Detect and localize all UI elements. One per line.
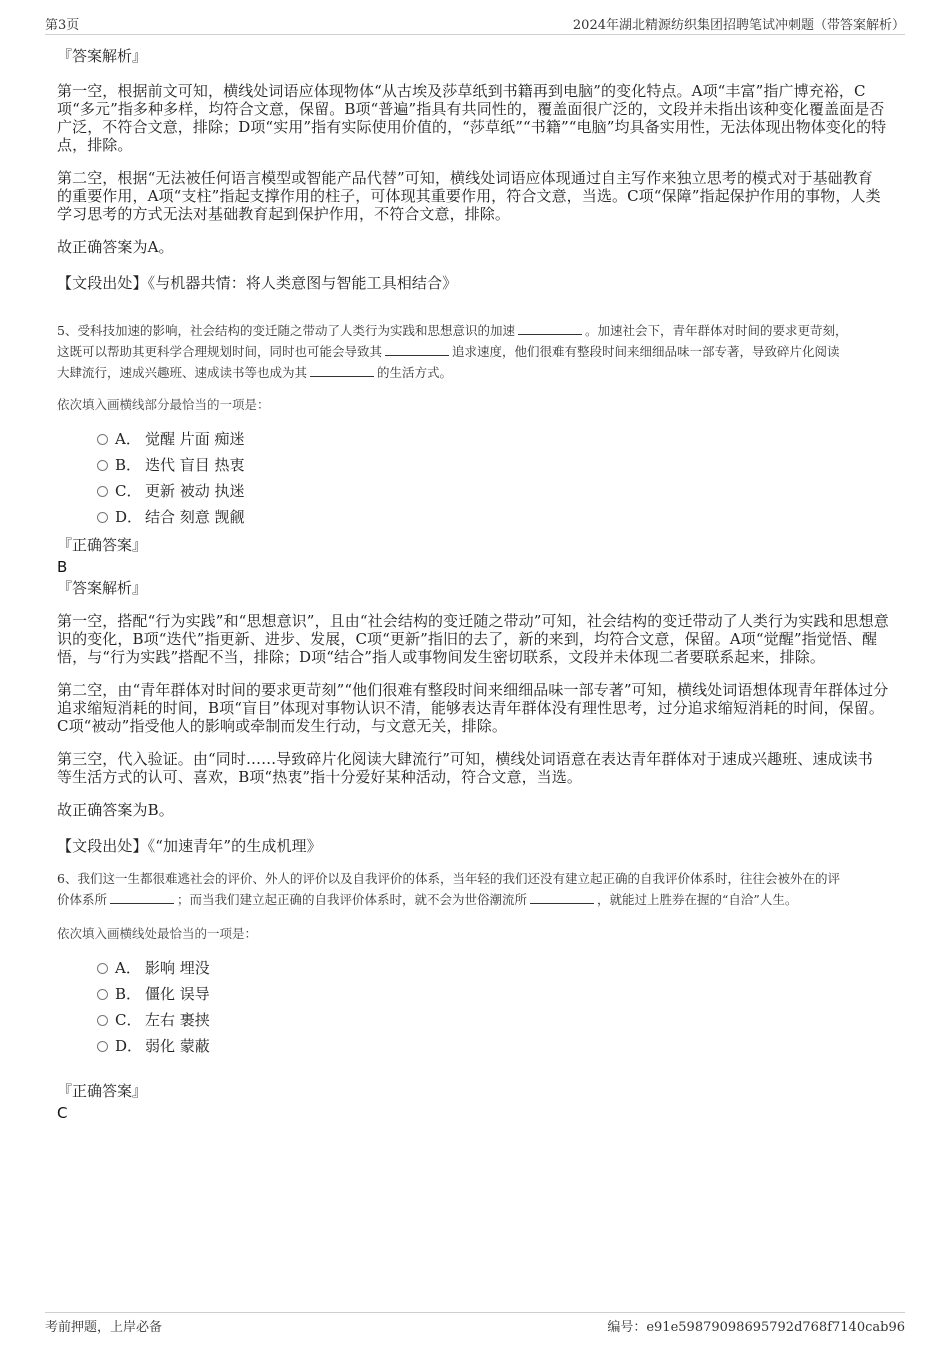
option-text: 左右 裹挟 (145, 1011, 210, 1029)
radio-button[interactable] (97, 460, 108, 471)
q5-options (57, 426, 895, 530)
option-letter: C． (115, 1011, 142, 1029)
q4-explanation-paragraph-2 (57, 169, 895, 223)
q4-explanation-label: 『答案解析』 (57, 47, 148, 65)
answer-blank (110, 891, 174, 904)
q5-option-a[interactable] (57, 426, 895, 452)
footer-slogan: 考前押题，上岸必备 (45, 1320, 163, 1335)
text-line: C项“被动”指受他人的影响或牵制而发生行动，与文意无关，排除。 (57, 717, 507, 735)
q5-answer-label: 『正确答案』 (57, 536, 148, 554)
q5-source: 【文段出处】《“加速青年”的生成机理》 (57, 837, 322, 855)
page-number: 第3页 (45, 18, 80, 33)
q6-option-b[interactable] (57, 981, 895, 1007)
text-line: 第二空，由“青年群体对时间的要求更苛刻”“他们很难有整段时间来细细品味一部专著”可知，横线处词语想体现青年群体过分 (57, 681, 889, 699)
option-letter: B． (115, 985, 142, 1003)
text-span: 5、受科技加速的影响，社会结构的变迁随之带动了人类行为实践和思想意识的加速 (57, 323, 515, 338)
answer-blank (310, 364, 374, 377)
text-line: 项“多元”指多种多样，均符合文意，保留。B项“普遍”指具有共同性的，覆盖面很广泛的，文段并未指出该种变化覆盖面是否 (57, 100, 885, 118)
text-span: 大肆流行，速成兴趣班、速成读书等也成为其 (57, 365, 308, 380)
page-content (57, 44, 895, 1122)
page-footer (45, 1312, 905, 1335)
q5-explanation-paragraph-1 (57, 612, 895, 666)
option-letter: A． (115, 959, 141, 977)
q5-explanation-paragraph-2 (57, 681, 895, 735)
q6-instruction: 依次填入画横线处最恰当的一项是： (57, 926, 258, 941)
q5-explanation-paragraph-3 (57, 750, 895, 786)
text-line: 等生活方式的认可、喜欢，B项“热衷”指十分爱好某种活动，符合文意，当选。 (57, 768, 582, 786)
answer-blank (518, 322, 582, 335)
option-text: 影响 埋没 (145, 959, 210, 977)
q6-stem-line-1: 6、我们这一生都很难逃社会的评价、外人的评价以及自我评价的体系，当年轻的我们还没有建立起正确的自我评价体系时，往往会被外在的评 (57, 871, 840, 886)
q6-option-d[interactable] (57, 1033, 895, 1059)
q6-stem (57, 868, 895, 910)
q5-stem (57, 320, 895, 383)
page-header (45, 14, 905, 35)
option-text: 更新 被动 执迷 (145, 482, 245, 500)
q6-answer: C (57, 1104, 68, 1122)
option-letter: C． (115, 482, 142, 500)
radio-button[interactable] (97, 989, 108, 1000)
q5-instruction: 依次填入画横线部分最恰当的一项是： (57, 397, 270, 412)
q5-option-c[interactable] (57, 478, 895, 504)
q5-stem-line-1 (57, 320, 895, 341)
q5-answer: B (57, 558, 68, 576)
text-line: 识的变化，B项“迭代”指更新、进步、发展，C项“更新”指旧的去了，新的来到，均符合文意，保留。A项“觉醒”指觉悟、醒 (57, 630, 878, 648)
option-letter: B． (115, 456, 142, 474)
radio-button[interactable] (97, 1015, 108, 1026)
q5-stem-line-3 (57, 362, 895, 383)
q6-option-c[interactable] (57, 1007, 895, 1033)
document-id: 编号：e91e59879098695792d768f7140cab96 (607, 1320, 905, 1335)
text-line: 学习思考的方式无法对基础教育起到保护作用，不符合文意，排除。 (57, 205, 511, 223)
text-line: 点，排除。 (57, 136, 133, 154)
q4-explanation-paragraph-1 (57, 82, 895, 154)
radio-button[interactable] (97, 434, 108, 445)
radio-button[interactable] (97, 963, 108, 974)
option-letter: D． (115, 508, 143, 526)
q6-stem-line-2 (57, 889, 895, 910)
text-line: 第二空，根据“无法被任何语言模型或智能产品代替”可知，横线处词语应体现通过自主写作来独立思考的模式对于基础教育 (57, 169, 873, 187)
option-text: 觉醒 片面 痴迷 (145, 430, 245, 448)
text-line: 第一空，搭配“行为实践”和“思想意识”，且由“社会结构的变迁随之带动”可知，社会结构的变迁带动了人类行为实践和思想意 (57, 612, 889, 630)
text-span: 价体系所 (57, 892, 108, 907)
option-text: 弱化 蒙蔽 (145, 1037, 210, 1055)
option-text: 结合 刻意 觊觎 (145, 508, 245, 526)
q5-option-d[interactable] (57, 504, 895, 530)
document-title: 2024年湖北精源纺织集团招聘笔试冲刺题（带答案解析） (572, 18, 905, 33)
answer-blank (530, 891, 594, 904)
text-line: 的重要作用，A项“支柱”指起支撑作用的柱子，可体现其重要作用，符合文意，当选。C项“保障”指起保护作用的事物，人类 (57, 187, 881, 205)
text-line: 广泛，不符合文意，排除；D项“实用”指有实际使用价值的，“莎草纸”“书籍”“电脑”均具备实用性，无法体现出物体变化的特 (57, 118, 887, 136)
text-line: 第三空，代入验证。由“同时……导致碎片化阅读大肆流行”可知，横线处词语意在表达青年群体对于速成兴趣班、速成读书 (57, 750, 873, 768)
radio-button[interactable] (97, 512, 108, 523)
text-span: ；而当我们建立起正确的自我评价体系时，就不会为世俗潮流所 (177, 892, 528, 907)
text-span: 这既可以帮助其更科学合理规划时间，同时也可能会导致其 (57, 344, 383, 359)
option-text: 僵化 误导 (145, 985, 210, 1003)
q5-explanation-label: 『答案解析』 (57, 579, 148, 597)
answer-blank (385, 343, 449, 356)
text-span: ，就能过上胜券在握的“自洽”人生。 (597, 892, 798, 907)
text-span: 。加速社会下，青年群体对时间的要求更苛刻， (584, 323, 848, 338)
q6-options (57, 955, 895, 1059)
text-span: 的生活方式。 (377, 365, 453, 380)
option-letter: D． (115, 1037, 143, 1055)
text-line: 追求缩短消耗的时间，B项“盲目”体现对事物认识不清，能够表达青年群体没有理性思考，过分追求缩短消耗的时间，保留。 (57, 699, 884, 717)
radio-button[interactable] (97, 1041, 108, 1052)
option-text: 迭代 盲目 热衷 (145, 456, 245, 474)
q4-source: 【文段出处】《与机器共情：将人类意图与智能工具相结合》 (57, 274, 458, 292)
text-line: 悟，与“行为实践”搭配不当，排除；D项“结合”指人或事物间发生密切联系，文段并未体现二者要联系起来，排除。 (57, 648, 826, 666)
text-line: 第一空，根据前文可知，横线处词语应体现物体“从古埃及莎草纸到书籍再到电脑”的变化特点。A项“丰富”指广博充裕，C (57, 82, 866, 100)
q5-stem-line-2 (57, 341, 895, 362)
q6-option-a[interactable] (57, 955, 895, 981)
q4-conclusion: 故正确答案为A。 (57, 238, 174, 256)
option-letter: A． (115, 430, 141, 448)
q5-conclusion: 故正确答案为B。 (57, 801, 174, 819)
text-span: 追求速度，他们很难有整段时间来细细品味一部专著，导致碎片化阅读 (452, 344, 840, 359)
radio-button[interactable] (97, 486, 108, 497)
q6-answer-label: 『正确答案』 (57, 1082, 148, 1100)
q5-option-b[interactable] (57, 452, 895, 478)
